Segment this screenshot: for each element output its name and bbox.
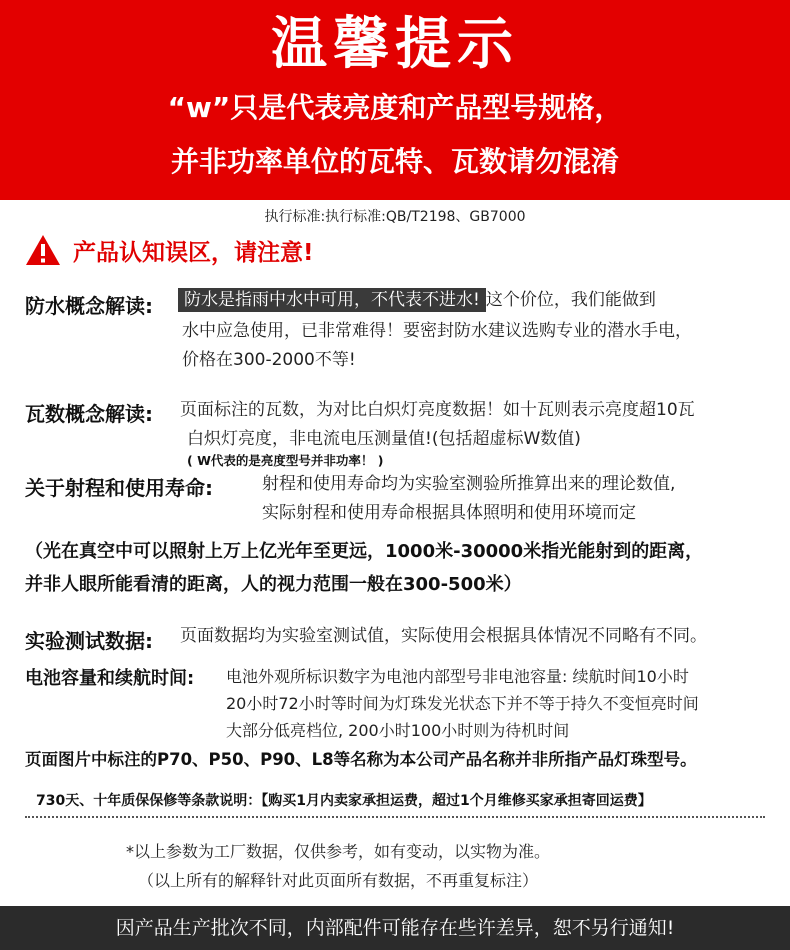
range-line1: 射程和使用寿命均为实验室测验所推算出来的理论数值, (262, 474, 676, 494)
battery-label: 电池容量和续航时间: (25, 668, 195, 689)
waterproof-line1 (178, 287, 656, 313)
test-data-label: 实验测试数据: (25, 629, 153, 653)
warning-heading (25, 232, 314, 268)
waterproof-line2: 水中应急使用，已非常难得！要密封防水建议选购专业的潜水手电， (182, 321, 692, 341)
battery-line3: 大部分低亮档位, 200小时100小时则为待机时间 (226, 721, 570, 740)
disclaimer-line2: （以上所有的解释针对此页面所有数据，不再重复标注） (138, 871, 539, 890)
test-data-text: 页面数据均为实验室测试值，实际使用会根据具体情况不同略有不同。 (180, 626, 707, 646)
light-line1: （光在真空中可以照射上万上亿光年至更远，1000米-30000米指光能射到的距离， (25, 541, 704, 562)
watts-line2: 白炽灯亮度，非电流电压测量值!(包括超虚标W数值) (187, 429, 581, 449)
footer-bar: 因产品生产批次不同，内部配件可能存在些许差异，恕不另行通知! (0, 906, 790, 950)
model-names-note: 页面图片中标注的P70、P50、P90、L8等名称为本公司产品名称并非所指产品灯珠型号。 (25, 750, 697, 769)
banner-title: 温馨提示 (271, 12, 519, 77)
banner-subtitle-line2: 并非功率单位的瓦特、瓦数请勿混淆 (170, 145, 619, 178)
range-line2: 实际射程和使用寿命根据具体照明和使用环境而定 (262, 503, 636, 523)
light-line2: 并非人眼所能看清的距离，人的视力范围一般在300-500米） (25, 574, 522, 595)
watts-line1: 页面标注的瓦数，为对比白炽灯亮度数据！如十瓦则表示亮度超10瓦 (180, 400, 695, 420)
battery-line2: 20小时72小时等时间为灯珠发光状态下并不等于持久不变恒亮时间 (226, 694, 699, 713)
waterproof-label: 防水概念解读: (25, 294, 153, 318)
watts-label: 瓦数概念解读: (25, 402, 153, 426)
warning-text: 产品认知误区，请注意! (73, 239, 314, 266)
warning-triangle-icon (25, 234, 61, 266)
waterproof-line3: 价格在300-2000不等! (182, 350, 356, 370)
dotted-divider (25, 816, 765, 818)
execution-standard: 执行标准:执行标准:QB/T2198、GB7000 (264, 209, 526, 225)
warranty-note: 730天、十年质保保修等条款说明：【购买1月内卖家承担运费，超过1个月维修买家承担寄回运费】 (36, 793, 652, 809)
watts-note: ( W代表的是亮度型号并非功率！ ) (187, 453, 384, 468)
range-label: 关于射程和使用寿命: (25, 476, 213, 500)
header-banner (0, 0, 790, 200)
waterproof-highlight: 防水是指雨中水中可用，不代表不进水! (178, 288, 486, 312)
waterproof-line1-rest: 这个价位，我们能做到 (485, 290, 656, 310)
battery-line1: 电池外观所标识数字为电池内部型号非电池容量: 续航时间10小时 (226, 667, 689, 686)
disclaimer-line1: *以上参数为工厂数据，仅供参考，如有变动，以实物为准。 (126, 842, 551, 861)
banner-subtitle-line1: “w”只是代表亮度和产品型号规格， (167, 91, 623, 124)
